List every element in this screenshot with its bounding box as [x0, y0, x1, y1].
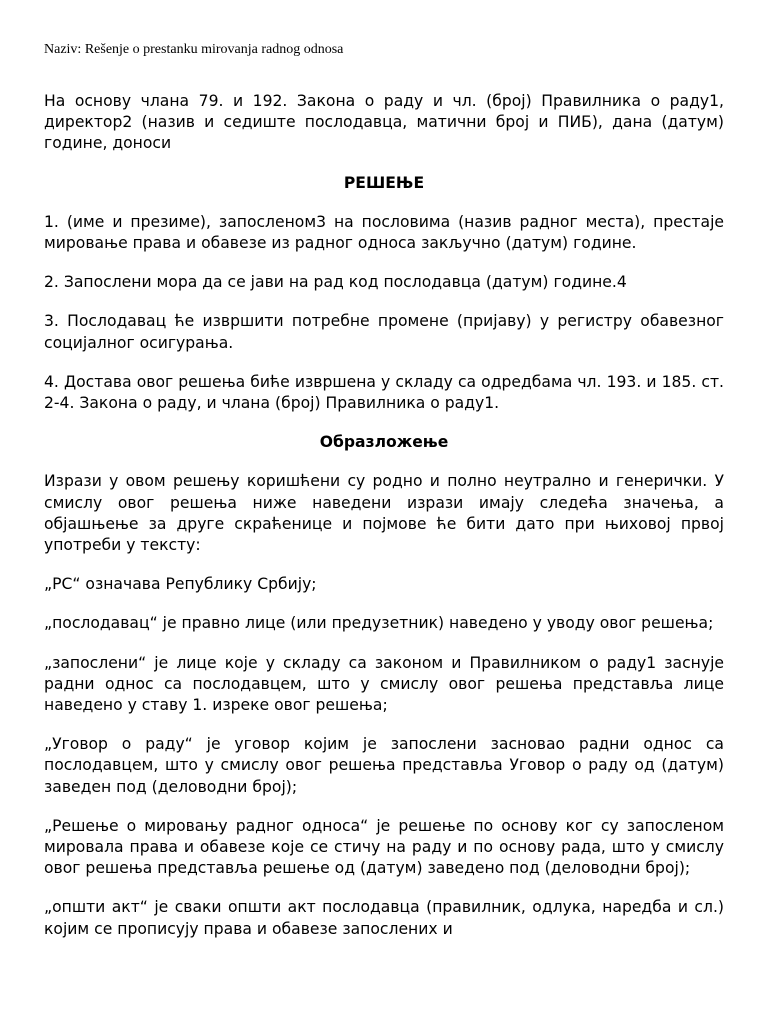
- document-body: [44, 91, 724, 940]
- explanation-paragraph: Изрази у овом решењу коришћени су родно и полно неутрално и генерички. У смислу овог решења ниже наведени изрази имају следећа значења, а објашњење за друге скраћенице и појмове ће бити дато при њиховој првој употреби у тексту:: [44, 472, 724, 555]
- definition-paragraph: „РС“ означава Републику Србију;: [44, 575, 317, 594]
- decision-item: 3. Послодавац ће извршити потребне промене (пријаву) у регистру обавезног социјалног осигурања.: [44, 312, 724, 352]
- definition-paragraph: „запослени“ је лице које у складу са законом и Правилником о раду1 заснује радни однос са послодавцем, што у смислу овог решења представља лице наведено у ставу 1. изреке овог решења;: [44, 653, 724, 715]
- definition-paragraph: „општи акт“ је сваки општи акт послодавца (правилник, одлука, наредба и сл.) којим се прописују права и обавезе запослених и: [44, 898, 724, 938]
- definition-paragraph: „Решење о мировању радног односа“ је решење по основу ког су запосленом мировала права и обавезе које се стичу на раду и по основу рада, што у смислу овог решења представља решење од (датум) заведено под (деловодни број);: [44, 816, 724, 878]
- decision-item: 2. Запослени мора да се јави на рад код послодавца (датум) године.4: [44, 273, 627, 292]
- definition-paragraph: „Уговор о раду“ је уговор којим је запослени засновао радни однос са послодавцем, што у смислу овог решења представља Уговор о раду од (датум) заведен под (деловодни број);: [44, 735, 724, 796]
- intro-paragraph: На основу члана 79. и 192. Закона о раду и чл. (број) Правилника о раду1, директор2 (назив и седиште послодавца, матични број и ПИБ), дана (датум) године, доноси: [44, 92, 724, 153]
- decision-title: РЕШЕЊЕ: [343, 173, 425, 192]
- decision-item: 1. (име и презиме), запосленом3 на пословима (назив радног места), престаје мировање права и обавезе из радног односа закључно (датум) године.: [44, 212, 724, 253]
- explanation-title: Образложење: [319, 433, 449, 452]
- document-name-header: Naziv: Rešenje o prestanku mirovanja radnog odnosa: [44, 42, 344, 57]
- definition-paragraph: „послодавац“ је правно лице (или предузетник) наведено у уводу овог решења;: [44, 614, 714, 633]
- decision-item: 4. Достава овог решења биће извршена у складу са одредбама чл. 193. и 185. ст. 2-4. Закона о раду, и члана (број) Правилника о раду1.: [44, 372, 724, 413]
